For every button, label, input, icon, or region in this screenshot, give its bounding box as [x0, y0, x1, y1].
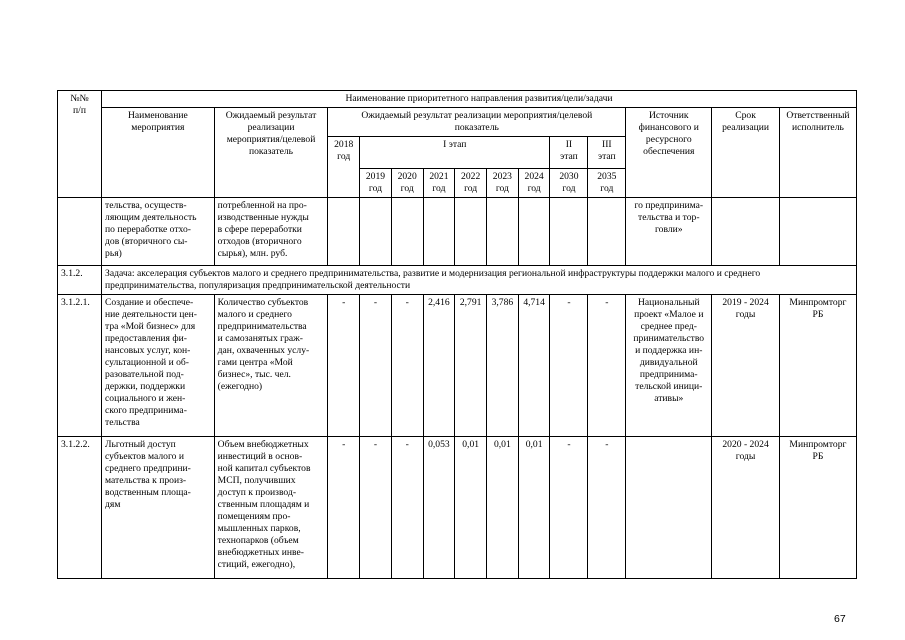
cell-source: [626, 437, 712, 579]
header-year-2018: 2018 год: [328, 137, 360, 198]
header-expected-result: Ожидаемый результат реализации мероприятия/целевой показатель: [214, 108, 328, 198]
cell-value-2023: 0,01: [487, 437, 519, 579]
cell-num: [58, 198, 102, 266]
header-year-2021: 2021 год: [423, 169, 455, 198]
cell-source: го предпринима- тельства и тор- говли»: [626, 198, 712, 266]
cell-period: 2019 - 2024 годы: [712, 295, 780, 437]
cell-value-2021: 2,416: [423, 295, 455, 437]
header-stage-2: II этап: [550, 137, 588, 169]
cell-period: 2020 - 2024 годы: [712, 437, 780, 579]
page-number: 67: [834, 613, 846, 625]
cell-result: Количество субъектов малого и среднего предпринимательства и самозанятых граж- дан, охваченных услу- гами центра «Мой бизнес», тыс. чел. (ежегодно): [214, 295, 328, 437]
cell-responsible: Минпромторг РБ: [779, 437, 856, 579]
header-year-2030: 2030 год: [550, 169, 588, 198]
table-row: [58, 295, 857, 437]
cell-name: Льготный доступ субъектов малого и среднего предприни- мательства к произ- водственным площа- дям: [102, 437, 215, 579]
header-year-2020: 2020 год: [391, 169, 423, 198]
cell-value-2035: -: [588, 295, 626, 437]
cell-value-2035: -: [588, 437, 626, 579]
header-source: Источник финансового и ресурсного обеспечения: [626, 108, 712, 198]
header-year-2023: 2023 год: [487, 169, 519, 198]
cell-value-2022: 2,791: [455, 295, 487, 437]
cell-num: 3.1.2.2.: [58, 437, 102, 579]
header-event-name: Наименование мероприятия: [102, 108, 215, 198]
header-year-2035: 2035 год: [588, 169, 626, 198]
cell-value-2022: 0,01: [455, 437, 487, 579]
header-expected-result-indicator: Ожидаемый результат реализации мероприятия/целевой показатель: [328, 108, 626, 137]
header-stage-3: III этап: [588, 137, 626, 169]
header-responsible: Ответственный исполнитель: [779, 108, 856, 198]
table-row: [58, 437, 857, 579]
cell-value-2019: -: [360, 295, 392, 437]
cell-value-2030: -: [550, 437, 588, 579]
cell-value-2024: 0,01: [518, 437, 550, 579]
table-row: [58, 198, 857, 266]
cell-result: потребленной на про- изводственные нужды в сфере переработки отходов (вторичного сырья), млн. руб.: [214, 198, 328, 266]
task-row: [58, 266, 857, 295]
header-year-2022: 2022 год: [455, 169, 487, 198]
cell-value-2024: 4,714: [518, 295, 550, 437]
cell-value-2018: -: [328, 295, 360, 437]
cell-result: Объем внебюджетных инвестиций в основ- ной капитал субъектов МСП, получивших доступ к производ- ственным площадям и помещениям про- мышленных парков, технопарков (объем внебюджетных инве- стиций, ежегодно),: [214, 437, 328, 579]
cell-value-2020: -: [391, 295, 423, 437]
cell-value-2030: -: [550, 295, 588, 437]
cell-value-2020: -: [391, 437, 423, 579]
cell-responsible: Минпромторг РБ: [779, 295, 856, 437]
header-direction-title: Наименование приоритетного направления развития/цели/задачи: [102, 91, 857, 108]
cell-name: тельства, осуществ- ляющим деятельность по переработке отхо- дов (вторичного сы- рья): [102, 198, 215, 266]
header-num: №№ п/п: [58, 91, 102, 198]
cell-source: Национальный проект «Малое и среднее пред- принимательство и поддержка ин- дивидуальной предпринима- тельской иници- ативы»: [626, 295, 712, 437]
header-year-2019: 2019 год: [360, 169, 392, 198]
header-year-2024: 2024 год: [518, 169, 550, 198]
cell-value-2021: 0,053: [423, 437, 455, 579]
program-table: [57, 90, 857, 579]
cell-value-2023: 3,786: [487, 295, 519, 437]
header-stage-1: I этап: [360, 137, 550, 169]
cell-value-2019: -: [360, 437, 392, 579]
task-text: Задача: акселерация субъектов малого и среднего предпринимательства, развитие и модернизация региональной инфраструктуры поддержки малого и среднего предпринимательства, популяризация предпринимательской деятельности: [102, 266, 857, 295]
cell-value-2018: -: [328, 437, 360, 579]
task-num: 3.1.2.: [58, 266, 102, 295]
cell-num: 3.1.2.1.: [58, 295, 102, 437]
cell-name: Создание и обеспече- ние деятельности цен- тра «Мой бизнес» для предоставления фи- нансовых услуг, кон- сультационной и об- разовательной под- держки, поддержки социального и жен- ского предпринима- тельства: [102, 295, 215, 437]
header-period: Срок реализации: [712, 108, 780, 198]
